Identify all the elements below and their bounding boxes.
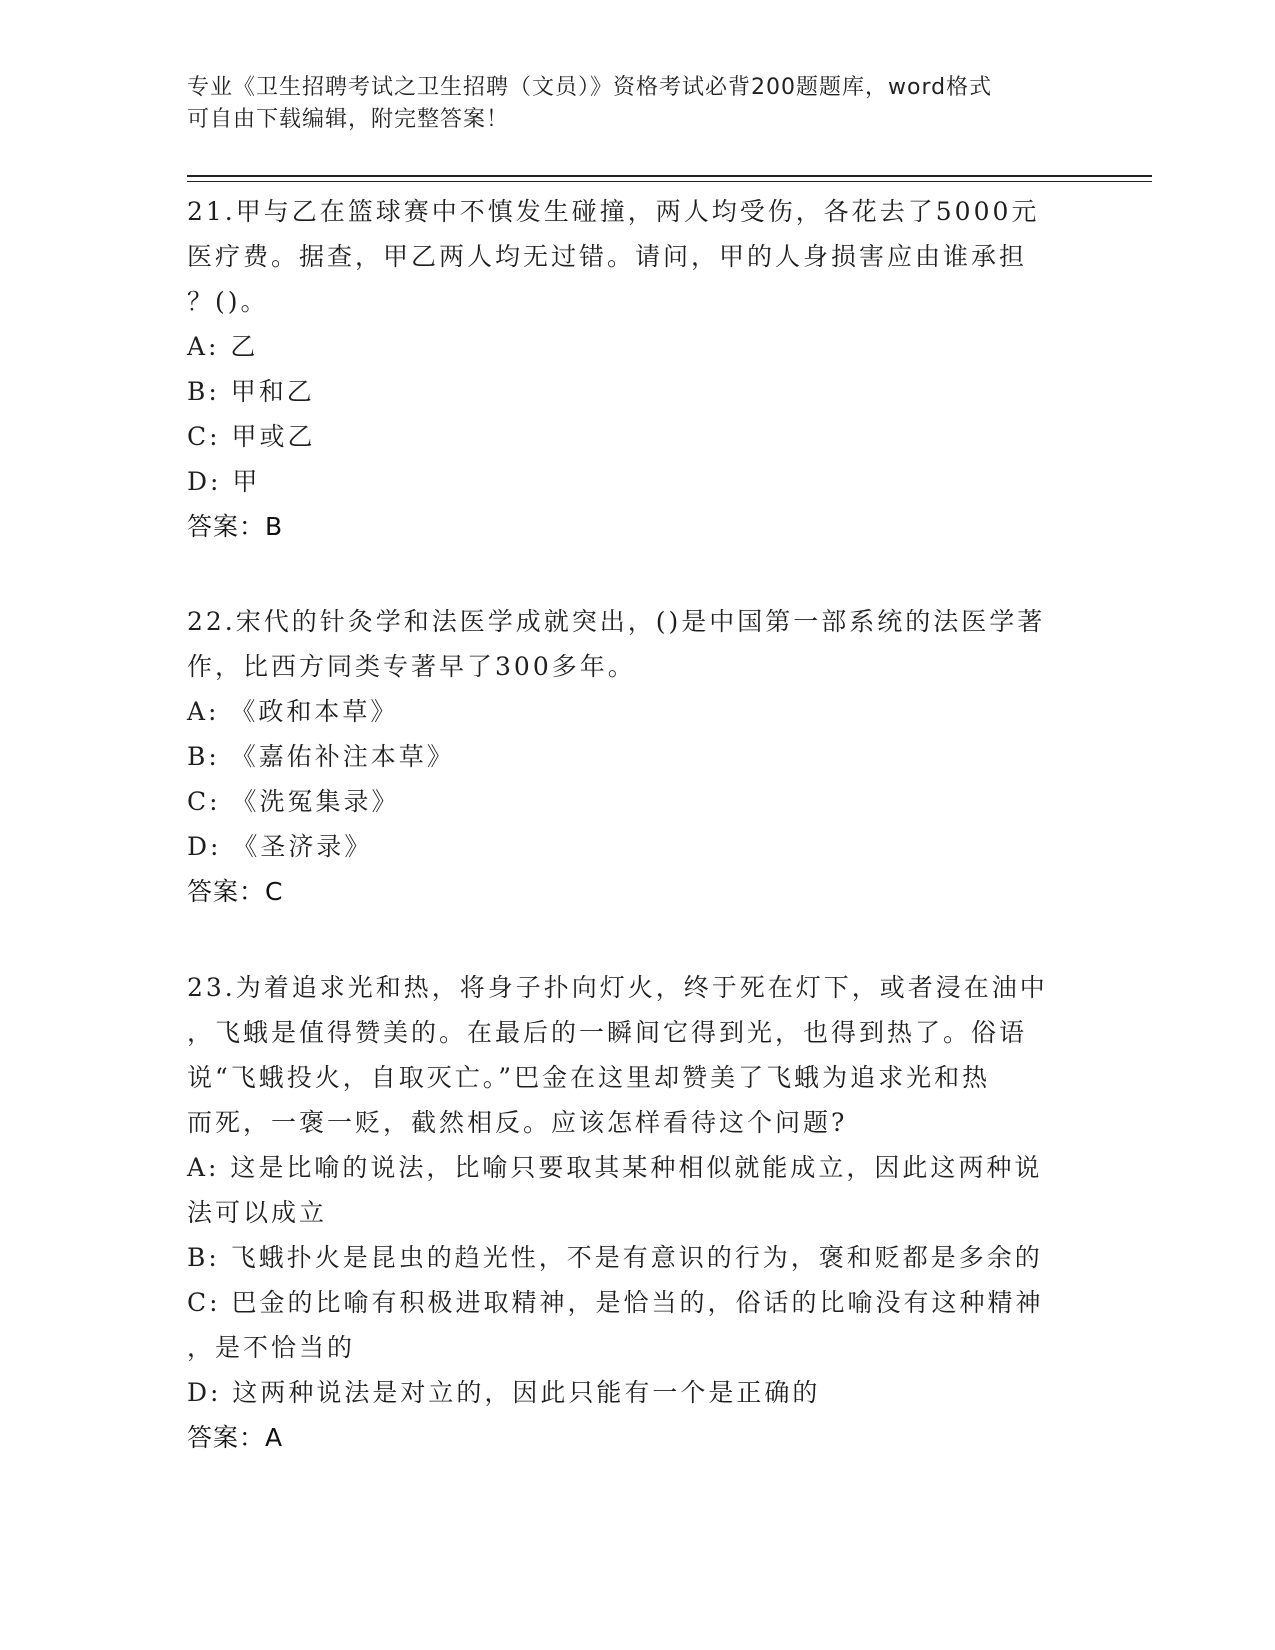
option-a: A: 这是比喻的说法，比喻只要取其某种相似就能成立，因此这两种说 xyxy=(187,1153,1043,1182)
option-c: C: 《洗冤集录》 xyxy=(187,787,400,816)
option-b: B: 甲和乙 xyxy=(187,377,315,406)
document-header xyxy=(187,72,1067,136)
option-d: D: 这两种说法是对立的，因此只能有一个是正确的 xyxy=(187,1378,821,1407)
option-d: D: 甲 xyxy=(187,467,261,496)
question-stem-line: ，飞蛾是值得赞美的。在最后的一瞬间它得到光，也得到热了。俗语 xyxy=(187,1018,1028,1047)
answer-line: 答案：A xyxy=(187,1423,284,1452)
question-stem-line: 23.为着追求光和热，将身子扑向灯火，终于死在灯下，或者浸在油中 xyxy=(187,973,1048,1002)
option-c: C: 巴金的比喻有积极进取精神，是恰当的，俗话的比喻没有这种精神 xyxy=(187,1288,1044,1317)
question-stem-line: 而死，一褒一贬，截然相反。应该怎样看待这个问题? xyxy=(187,1108,848,1137)
question-stem-line: ？()。 xyxy=(187,287,269,316)
question-stem-line: 医疗费。据查，甲乙两人均无过错。请问，甲的人身损害应由谁承担 xyxy=(187,242,1028,271)
option-a: A: 《政和本草》 xyxy=(187,697,399,726)
question-stem-line: 作，比西方同类专著早了300多年。 xyxy=(187,652,636,681)
answer-line: 答案：B xyxy=(187,512,284,541)
option-c-continued: ，是不恰当的 xyxy=(187,1333,356,1362)
question-stem-line: 21.甲与乙在篮球赛中不慎发生碰撞，两人均受伤，各花去了5000元 xyxy=(187,197,1040,226)
header-line-2: 可自由下载编辑，附完整答案！ xyxy=(187,107,510,132)
question-stem-line: 22.宋代的针灸学和法医学成就突出，()是中国第一部系统的法医学著 xyxy=(187,607,1046,636)
option-d: D: 《圣济录》 xyxy=(187,832,373,861)
option-a-continued: 法可以成立 xyxy=(187,1198,328,1227)
header-divider-thick xyxy=(187,175,1152,177)
option-b: B: 《嘉佑补注本草》 xyxy=(187,742,455,771)
header-divider-thin xyxy=(187,181,1152,182)
option-c: C: 甲或乙 xyxy=(187,422,316,451)
header-line-1: 专业《卫生招聘考试之卫生招聘（文员）》资格考试必背200题题库，word格式 xyxy=(187,75,993,100)
question-21 xyxy=(187,189,1067,549)
question-22 xyxy=(187,599,1067,914)
question-stem-line: 说“飞蛾投火，自取灭亡。”巴金在这里却赞美了飞蛾为追求光和热 xyxy=(187,1063,991,1092)
option-b: B: 飞蛾扑火是昆虫的趋光性，不是有意识的行为，褒和贬都是多余的 xyxy=(187,1243,1043,1272)
answer-line: 答案：C xyxy=(187,877,284,906)
option-a: A: 乙 xyxy=(187,332,259,361)
question-23 xyxy=(187,965,1067,1460)
